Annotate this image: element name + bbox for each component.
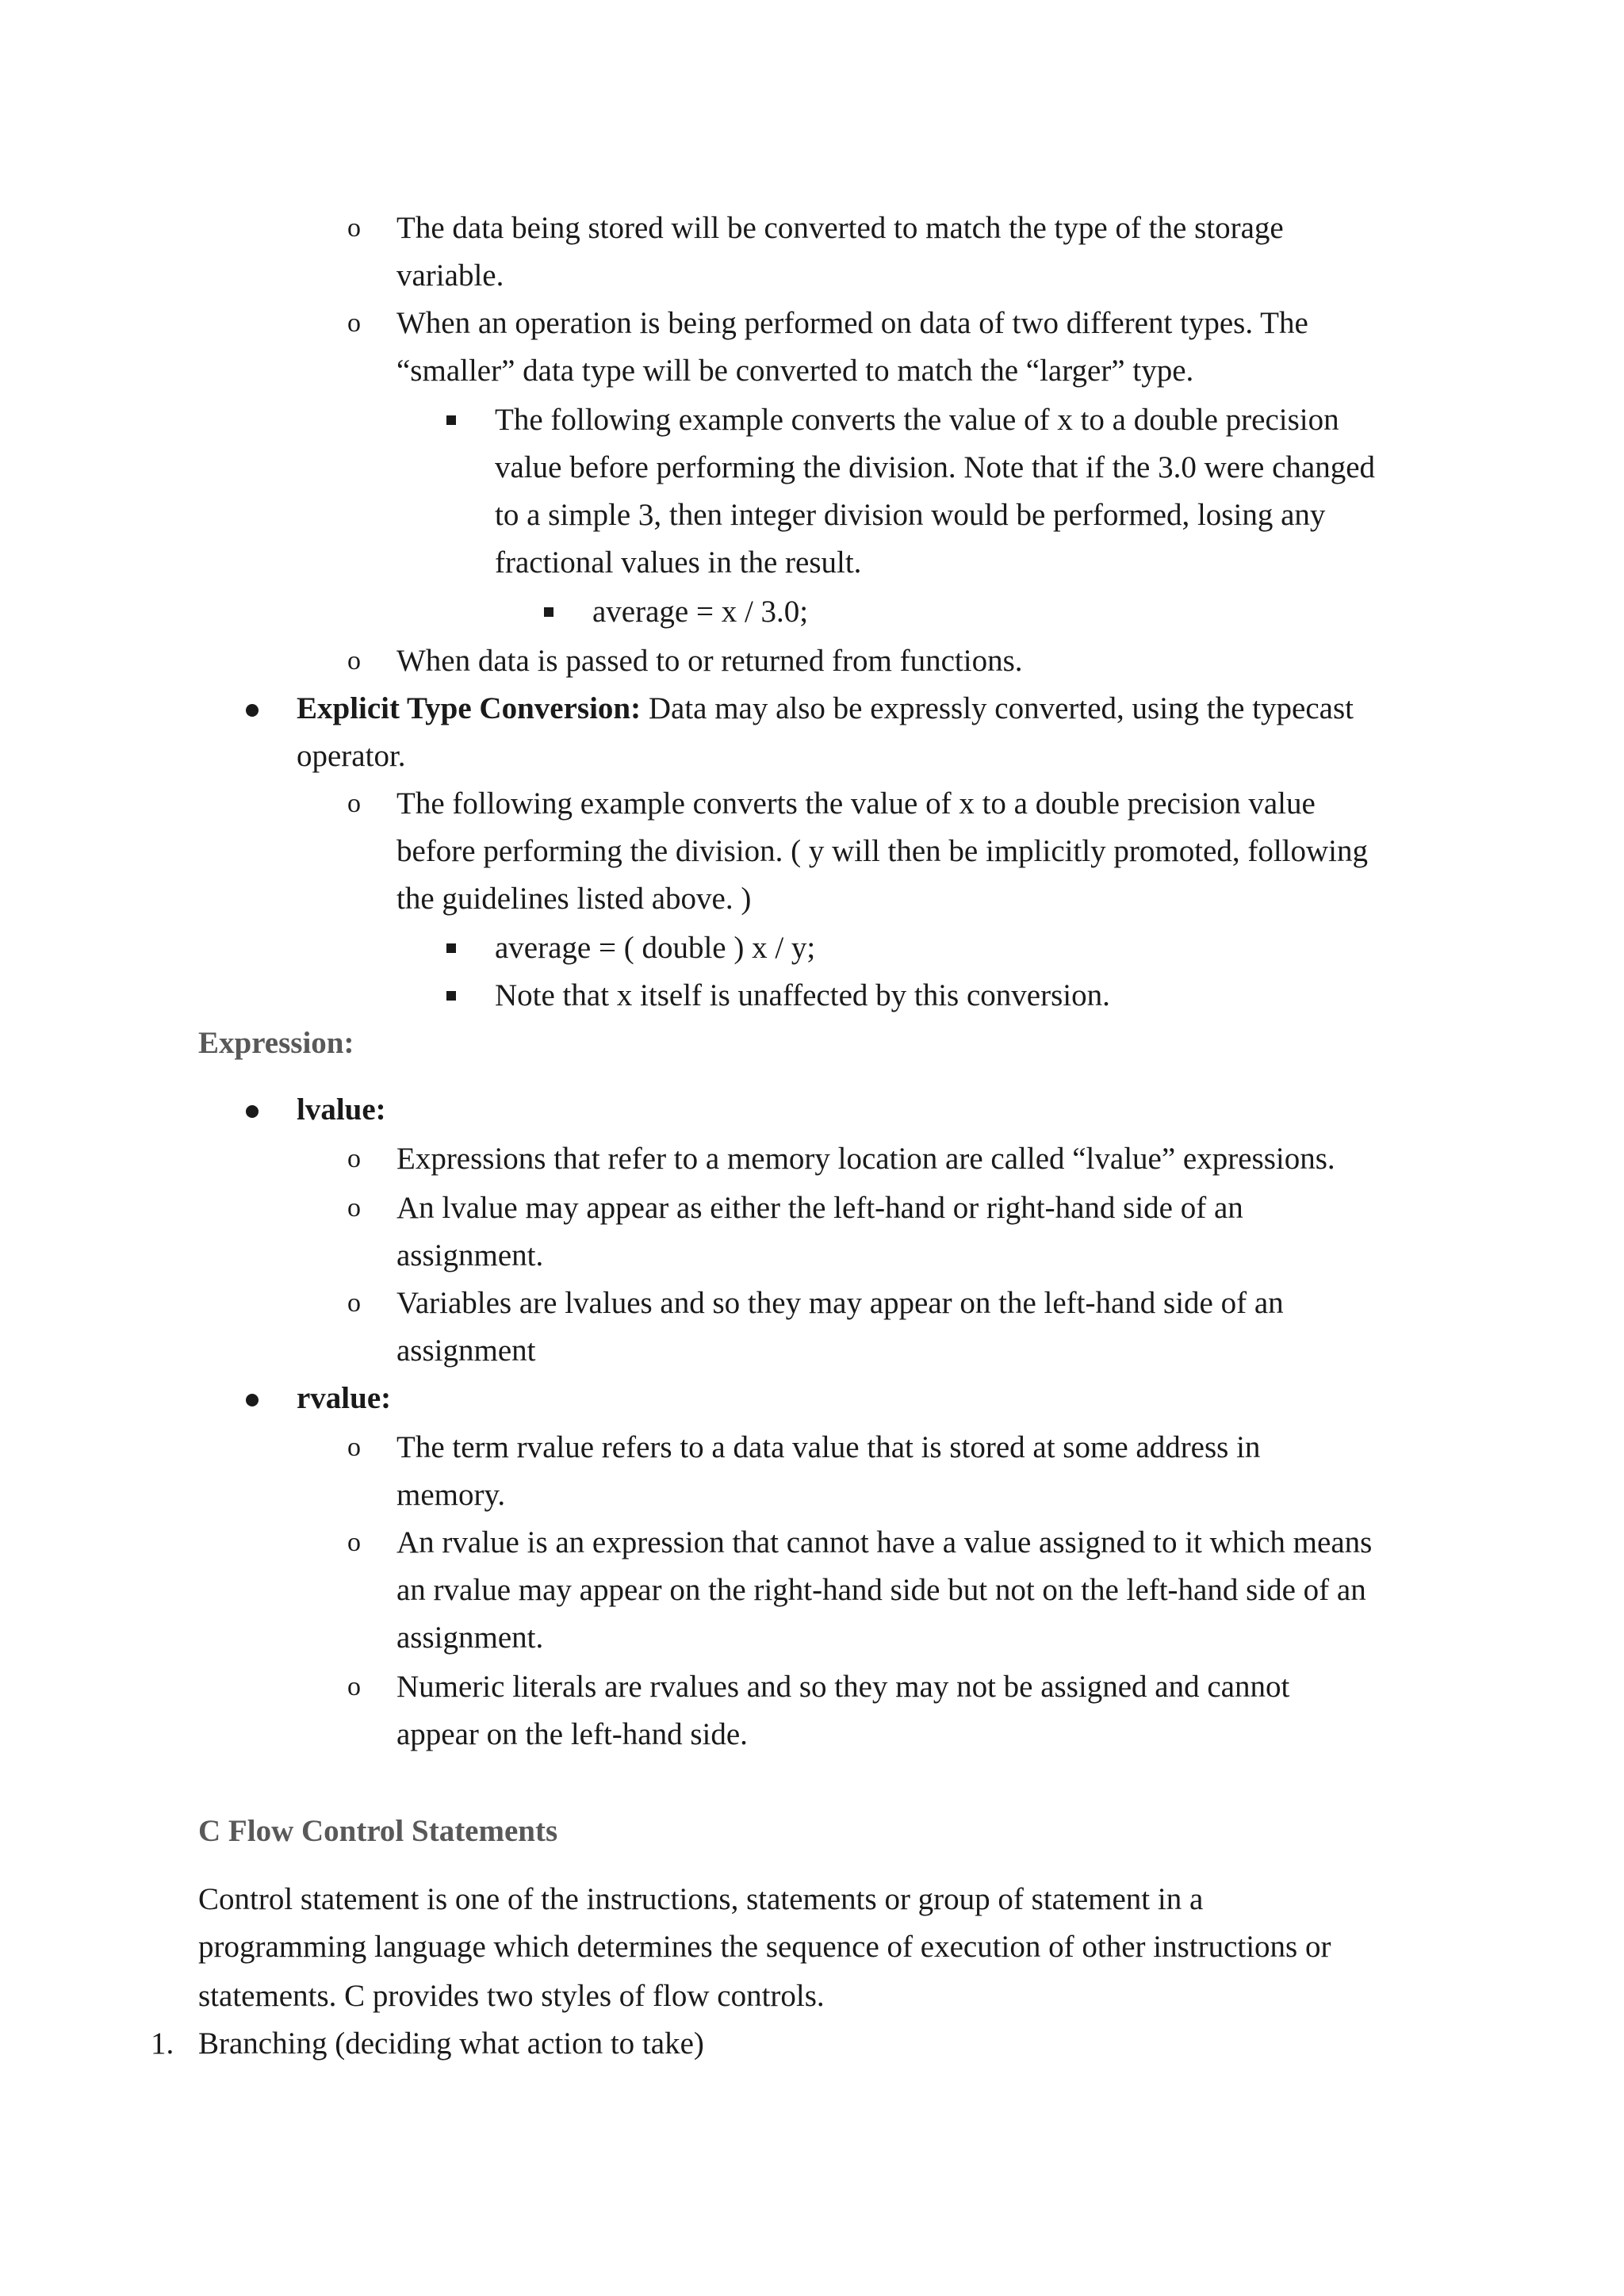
text-line: The term rvalue refers to a data value that is stored at some address in — [396, 1430, 1261, 1464]
text-line: an rvalue may appear on the right-hand side but not on the left-hand side of an — [396, 1573, 1366, 1607]
text-line: Variables are lvalues and so they may appear on the left-hand side of an — [396, 1286, 1284, 1320]
text-line: appear on the left-hand side. — [396, 1717, 748, 1751]
text-line: assignment. — [396, 1238, 544, 1272]
bullet-square — [446, 415, 456, 425]
bullet-square — [446, 991, 456, 1001]
bullet-circle: o — [347, 1144, 361, 1173]
code-example: average = x / 3.0; — [592, 595, 809, 629]
text-line: fractional values in the result. — [495, 545, 862, 580]
text-line: assignment — [396, 1334, 536, 1368]
list-number: 1. — [151, 2026, 174, 2061]
explicit-conversion-line — [297, 685, 1354, 733]
bullet-circle: o — [347, 1528, 361, 1557]
list-item: Branching (deciding what action to take) — [198, 2026, 704, 2061]
bullet-circle: o — [347, 1672, 361, 1701]
text-line: The following example converts the value of x to a double precision — [495, 403, 1339, 437]
bullet-disc — [246, 1394, 259, 1406]
text-line: assignment. — [396, 1621, 544, 1655]
bullet-disc — [246, 704, 259, 717]
rvalue-label: rvalue: — [297, 1381, 392, 1415]
text-line: Expressions that refer to a memory location are called “lvalue” expressions. — [396, 1142, 1335, 1176]
expression-heading: Expression: — [198, 1026, 354, 1060]
text-line: variable. — [396, 258, 504, 293]
text-line: memory. — [396, 1478, 506, 1512]
bullet-square — [446, 943, 456, 953]
text-line: statements. C provides two styles of flow controls. — [198, 1979, 825, 2013]
text-line: “smaller” data type will be converted to match the “larger” type. — [396, 354, 1194, 388]
text-line: When an operation is being performed on data of two different types. The — [396, 306, 1308, 340]
bullet-square — [544, 607, 553, 617]
lvalue-label: lvalue: — [297, 1093, 386, 1127]
text-line: Note that x itself is unaffected by this conversion. — [495, 978, 1110, 1012]
text-line: An lvalue may appear as either the left-hand or right-hand side of an — [396, 1191, 1243, 1225]
text-line: The following example converts the value of x to a double precision value — [396, 786, 1316, 821]
text-line: programming language which determines the sequence of execution of other instructions or — [198, 1930, 1331, 1964]
flow-control-heading: C Flow Control Statements — [198, 1814, 558, 1848]
text-line: Control statement is one of the instructions, statements or group of statement in a — [198, 1882, 1204, 1916]
bullet-circle: o — [347, 308, 361, 338]
text-line: the guidelines listed above. ) — [396, 882, 752, 916]
bullet-circle: o — [347, 1288, 361, 1318]
text-line: Numeric literals are rvalues and so they may not be assigned and cannot — [396, 1670, 1290, 1704]
text-line: value before performing the division. Note that if the 3.0 were changed — [495, 450, 1376, 484]
bullet-circle: o — [347, 213, 361, 243]
bullet-circle: o — [347, 646, 361, 675]
explicit-label: Explicit Type Conversion: — [297, 691, 642, 725]
text-line: operator. — [297, 739, 406, 773]
bullet-disc — [246, 1105, 259, 1118]
explicit-text: Data may also be expressly converted, using the typecast — [641, 691, 1354, 725]
text-line: before performing the division. ( y will then be implicitly promoted, following — [396, 834, 1369, 868]
bullet-circle: o — [347, 1433, 361, 1462]
text-line: The data being stored will be converted to match the type of the storage — [396, 211, 1284, 245]
bullet-circle: o — [347, 789, 361, 818]
bullet-circle: o — [347, 1193, 361, 1223]
text-line: to a simple 3, then integer division would be performed, losing any — [495, 498, 1326, 532]
text-line: An rvalue is an expression that cannot have a value assigned to it which means — [396, 1525, 1373, 1559]
code-example: average = ( double ) x / y; — [495, 931, 816, 965]
text-line: When data is passed to or returned from functions. — [396, 644, 1023, 678]
